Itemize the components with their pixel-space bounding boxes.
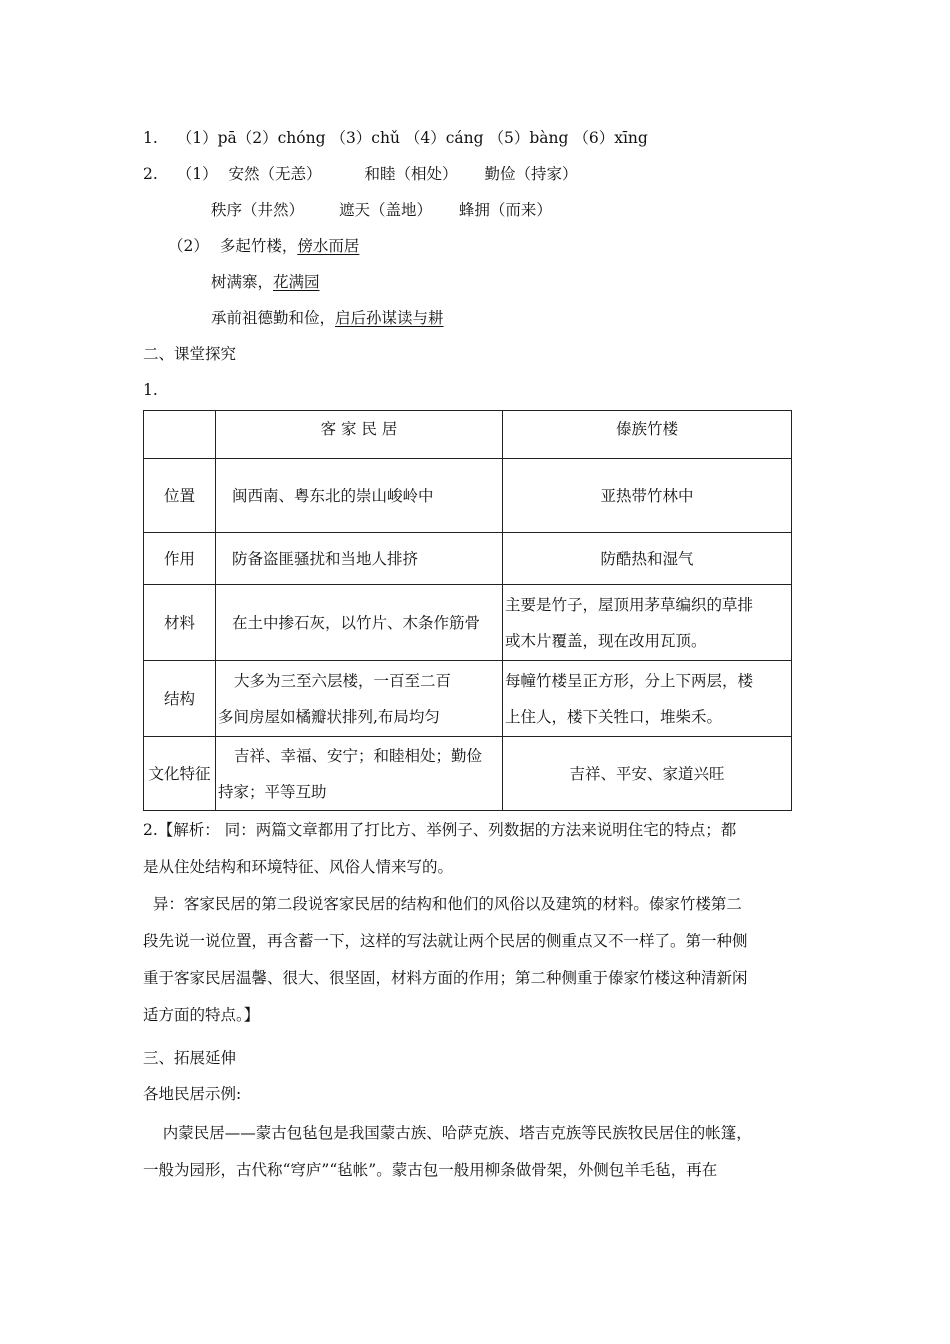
analysis-line: 适方面的特点。】 xyxy=(143,1006,260,1024)
q2-couplet-1 xyxy=(168,236,359,256)
q2-word: 安然（无恙） xyxy=(228,165,322,183)
section-3-line: 内蒙民居——蒙古包毡包是我国蒙古族、哈萨克族、塔吉克族等民族牧民居住的帐篷， xyxy=(143,1124,752,1142)
q2-word: 和睦（相处） xyxy=(364,165,458,183)
q2-word: 秩序（井然） xyxy=(211,201,305,219)
analysis-line: 异：客家民居的第二段说客家民居的结构和他们的风俗以及建筑的材料。傣家竹楼第二 xyxy=(143,895,742,913)
dai-cell-line: 主要是竹子，屋顶用茅草编织的草排 xyxy=(505,595,754,614)
q2-couplet-2 xyxy=(211,272,320,292)
dai-cell: 亚热带竹林中 xyxy=(503,459,792,533)
table-row xyxy=(144,459,792,533)
analysis-line: 2.【解析： 同：两篇文章都用了打比方、举例子、列数据的方法来说明住宅的特点；都 xyxy=(143,821,737,839)
hakka-cell: 闽西南、粤东北的崇山峻岭中 xyxy=(216,459,503,533)
q1-answers: （1）pā（2）chóng （3）chǔ （4）cáng （5）bàng （6）xīng xyxy=(176,129,648,147)
q2-number: 2. xyxy=(143,165,158,183)
couplet-underlined: 花满园 xyxy=(273,273,320,291)
couplet-plain: 树满寨， xyxy=(211,273,274,291)
q2-word: 勤俭（持家） xyxy=(484,165,578,183)
row-label: 位置 xyxy=(144,459,216,533)
couplet-underlined: 启后孙谋读与耕 xyxy=(335,309,444,327)
hakka-cell-line: 大多为三至六层楼，一百至二百 xyxy=(234,671,452,690)
dai-cell-line: 上住人，楼下关牲口，堆柴禾。 xyxy=(505,707,723,726)
q2-line-1 xyxy=(143,164,577,184)
q2-couplet-3 xyxy=(211,308,444,328)
dai-cell: 防酷热和湿气 xyxy=(503,533,792,585)
couplet-plain: 多起竹楼， xyxy=(219,237,298,255)
q1-number: 1. xyxy=(143,129,158,147)
q2-word: 遮天（盖地） xyxy=(338,201,432,219)
row-label: 作用 xyxy=(144,533,216,585)
analysis-paragraph xyxy=(143,812,813,1034)
row-label: 材料 xyxy=(144,585,216,661)
hakka-cell: 防备盗匪骚扰和当地人排挤 xyxy=(216,533,503,585)
q2-part1-label: （1） xyxy=(176,165,218,183)
hakka-cell xyxy=(216,661,503,737)
row-label: 结构 xyxy=(144,661,216,737)
table-header-hakka: 客 家 民 居 xyxy=(216,411,503,459)
q2-part2-label: （2） xyxy=(168,237,209,255)
dai-cell-line: 或木片覆盖，现在改用瓦顶。 xyxy=(505,631,707,650)
table-header-row xyxy=(144,411,792,459)
section-3-line: 一般为园形，古代称“穹庐”“毡帐”。蒙古包一般用柳条做骨架，外侧包羊毛毡，再在 xyxy=(143,1161,718,1179)
q1-line xyxy=(143,128,648,148)
table-row xyxy=(144,737,792,811)
hakka-cell-line: 吉祥、幸福、安宁；和睦相处；勤俭 xyxy=(234,746,483,765)
section-2-heading: 二、课堂探究 xyxy=(143,345,237,363)
comparison-table xyxy=(143,410,792,811)
dai-cell xyxy=(503,661,792,737)
hakka-cell-line: 持家；平等互助 xyxy=(218,782,327,801)
analysis-line: 是从住处结构和环境特征、风俗人情来写的。 xyxy=(143,858,454,876)
analysis-line: 重于客家民居温馨、很大、很坚固，材料方面的作用；第二种侧重于傣家竹楼这种清新闲 xyxy=(143,969,748,987)
section-3-subheading: 各地民居示例: xyxy=(143,1085,242,1103)
section-3-paragraph xyxy=(143,1115,813,1189)
table-header-empty xyxy=(144,411,216,459)
table-header-dai: 傣族竹楼 xyxy=(503,411,792,459)
section-2-item-number: 1. xyxy=(143,381,158,399)
hakka-cell xyxy=(216,737,503,811)
dai-cell xyxy=(503,585,792,661)
table-row xyxy=(144,585,792,661)
q2-line-2 xyxy=(211,200,552,220)
hakka-cell-line: 多间房屋如橘瓣状排列,布局均匀 xyxy=(218,707,440,726)
q2-word: 蜂拥（而来） xyxy=(458,201,552,219)
row-label: 文化特征 xyxy=(144,737,216,811)
dai-cell: 吉祥、平安、家道兴旺 xyxy=(503,737,792,811)
couplet-plain: 承前祖德勤和俭， xyxy=(211,309,336,327)
couplet-underlined: 傍水而居 xyxy=(297,237,360,255)
section-3-heading: 三、拓展延伸 xyxy=(143,1049,237,1067)
dai-cell-line: 每幢竹楼呈正方形，分上下两层，楼 xyxy=(505,671,754,690)
table-row xyxy=(144,661,792,737)
analysis-line: 段先说一说位置，再含蓄一下，这样的写法就让两个民居的侧重点又不一样了。第一种侧 xyxy=(143,932,748,950)
table-row xyxy=(144,533,792,585)
hakka-cell: 在土中掺石灰，以竹片、木条作筋骨 xyxy=(216,585,503,661)
